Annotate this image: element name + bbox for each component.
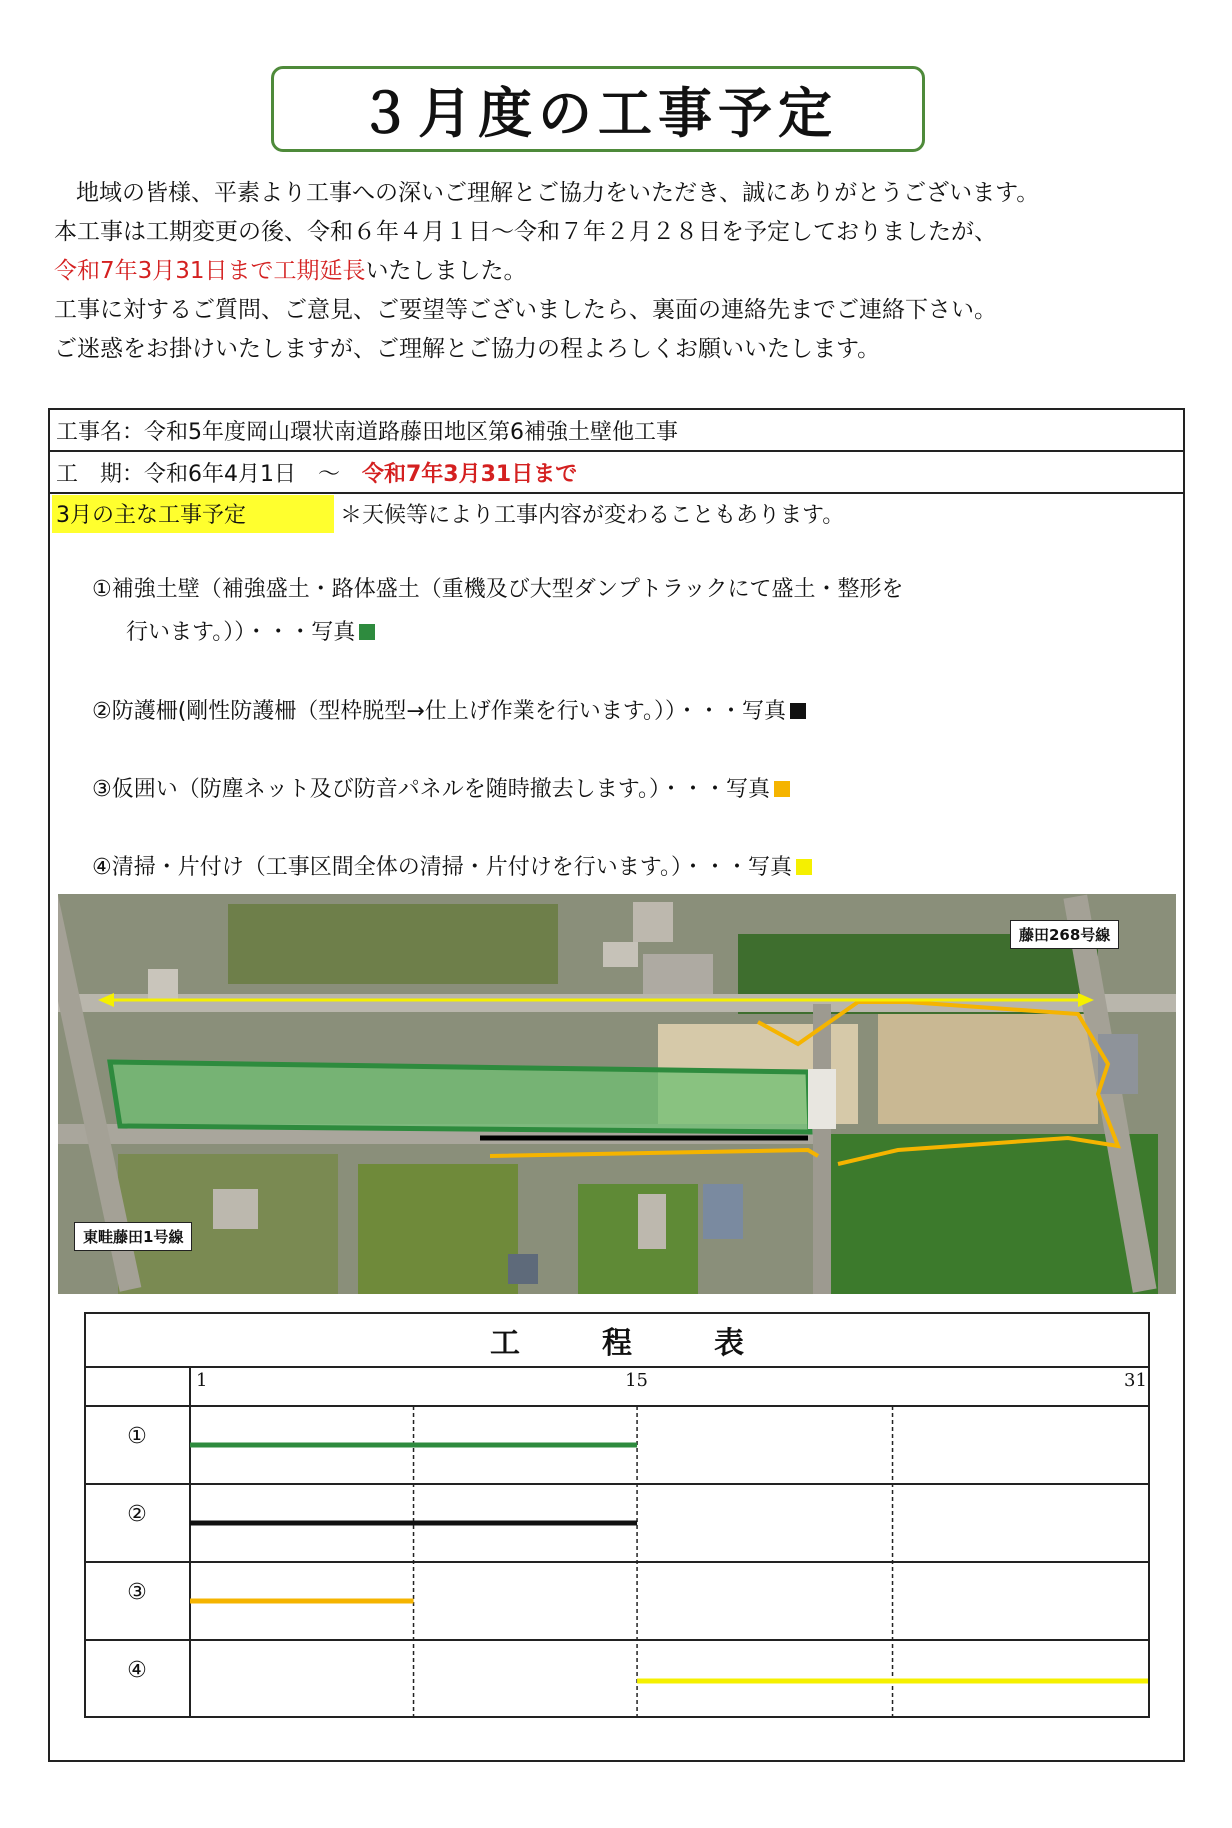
work-item-3: ③仮囲い（防塵ネット及び防音パネルを随時撤去します。）・・・写真	[92, 772, 790, 803]
intro-line-4: 工事に対するご質問、ご意見、ご要望等ございましたら、裏面の連絡先までご連絡下さい。	[54, 297, 997, 323]
photo-marker-orange-icon	[774, 781, 790, 797]
aerial-photo	[58, 894, 1176, 1294]
intro-line-2: 本工事は工期変更の後、令和６年４月１日～令和７年２月２８日を予定しておりましたが、	[54, 219, 997, 245]
tick-label-1: 1	[196, 1370, 208, 1391]
project-period-row	[50, 452, 1183, 494]
aerial-photo-image	[58, 894, 1176, 1294]
work-item-4: ④清掃・片付け（工事区間全体の清掃・片付けを行います。）・・・写真	[92, 850, 812, 881]
plan-heading: 3月の主な工事予定	[56, 503, 246, 528]
extension-notice: 令和7年3月31日まで工期延長	[54, 258, 366, 284]
intro-line-3: 令和7年3月31日まで工期延長いたしました。	[54, 258, 527, 284]
period-end: 令和7年3月31日まで	[362, 461, 578, 487]
work-item-1: ①補強土壁（補強盛土・路体盛土（重機及び大型ダンプトラックにて盛土・整形を 行います。））・・・写真	[92, 577, 904, 645]
schedule-table	[84, 1312, 1150, 1734]
plan-note: ＊天候等により工事内容が変わることもあります。	[340, 503, 845, 528]
schedule-row-label-1: ①	[127, 1424, 147, 1449]
tick-label-31: 31	[1124, 1370, 1147, 1391]
project-name: 工事名：令和5年度岡山環状南道路藤田地区第6補強土壁他工事	[56, 419, 678, 445]
project-name-row	[50, 410, 1183, 452]
schedule-row-label-2: ②	[127, 1502, 147, 1527]
schedule-row-label-4: ④	[127, 1658, 147, 1683]
road-label-right: 藤田268号線	[1010, 920, 1119, 949]
title-box	[271, 66, 925, 152]
photo-marker-green-icon	[359, 624, 375, 640]
schedule-row-label-3: ③	[127, 1580, 147, 1605]
intro-line-1: 地域の皆様、平素より工事への深いご理解とご協力をいただき、誠にありがとうございます。	[76, 180, 1040, 206]
schedule-title: 工 程 表	[84, 1312, 1150, 1368]
work-item-2: ②防護柵(剛性防護柵（型枠脱型→仕上げ作業を行います。））・・・写真	[92, 694, 806, 725]
project-frame	[48, 408, 1185, 1762]
photo-marker-yellow-icon	[796, 859, 812, 875]
photo-marker-black-icon	[790, 703, 806, 719]
road-label-left: 東畦藤田1号線	[74, 1222, 192, 1251]
page-title: ３月度の工事予定	[358, 81, 838, 145]
period-label: 工 期：令和6年4月1日 ～	[56, 461, 340, 487]
tick-label-15: 15	[625, 1370, 648, 1391]
intro-text	[54, 174, 1204, 369]
schedule-grid	[84, 1312, 1150, 1734]
intro-line-5: ご迷惑をお掛けいたしますが、ご理解とご協力の程よろしくお願いいたします。	[54, 336, 881, 362]
